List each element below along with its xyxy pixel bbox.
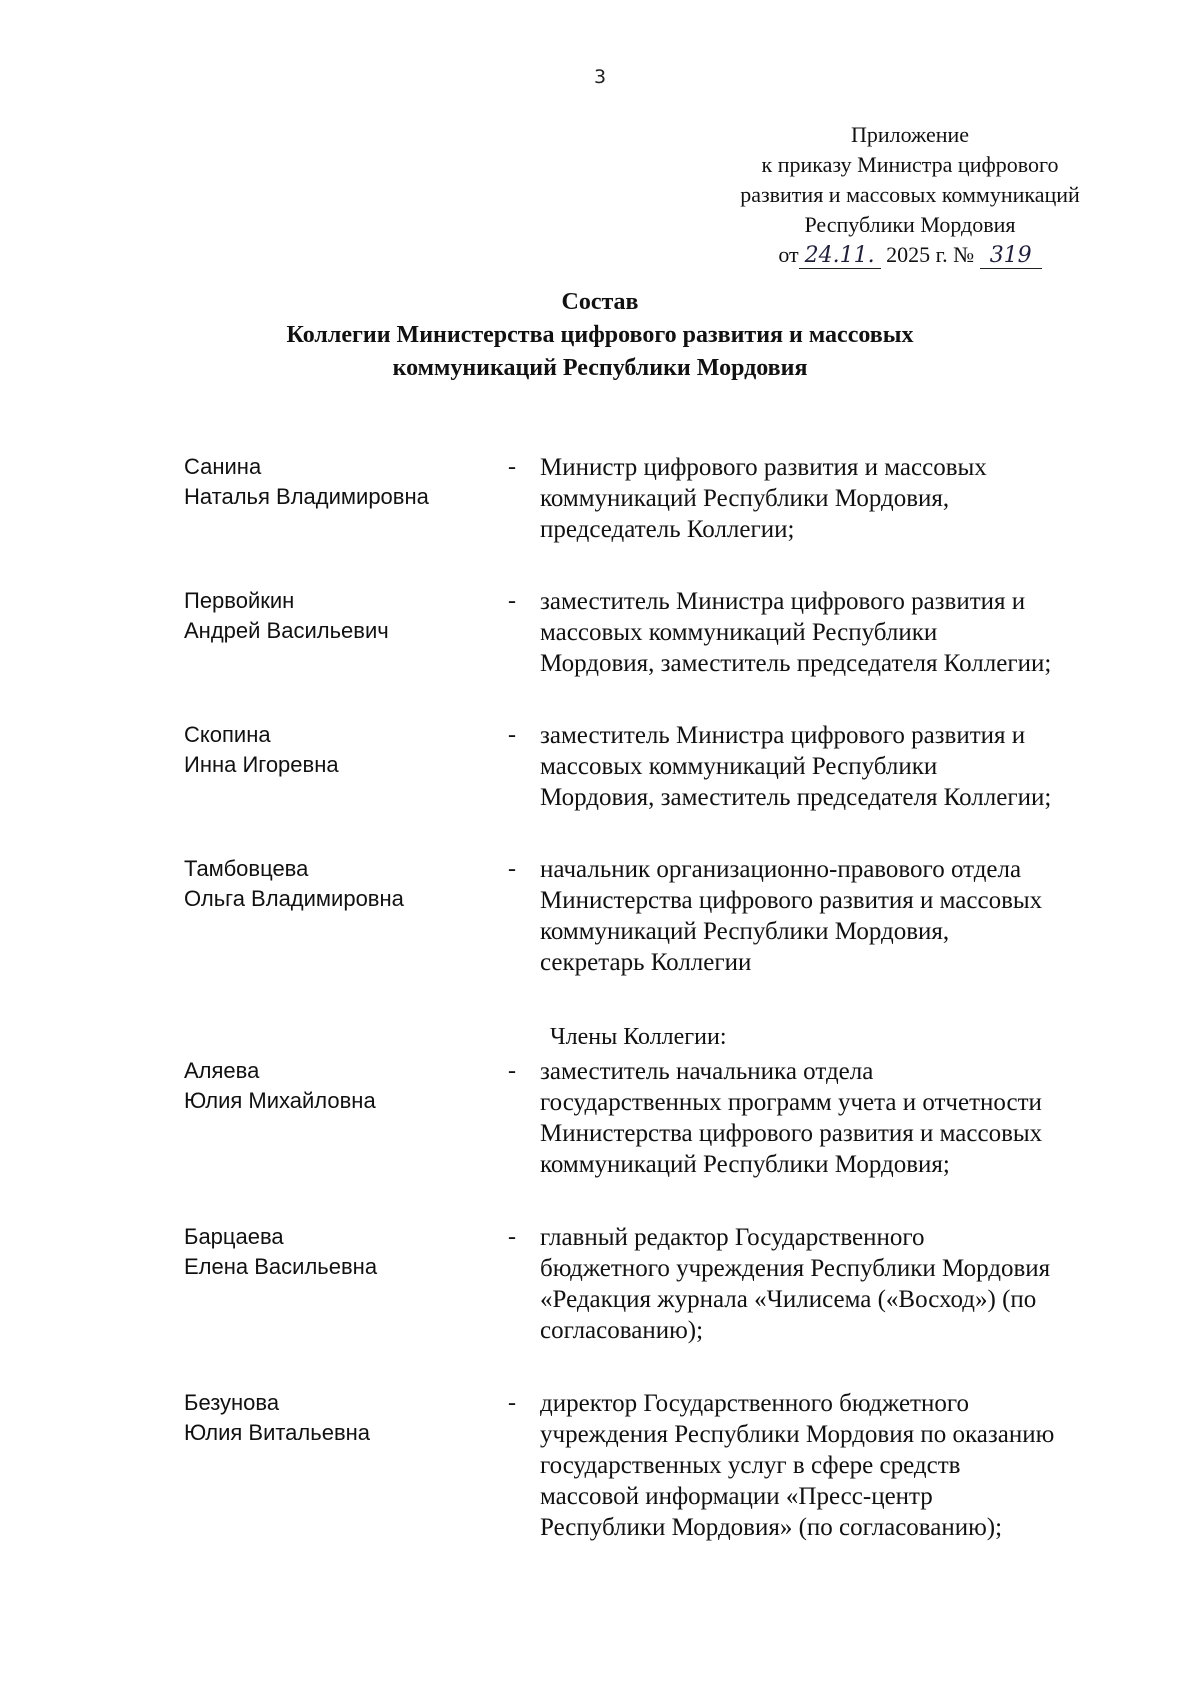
role-line: председатель Коллегии; bbox=[540, 516, 795, 543]
role-line: Республики Мордовия» (по согласованию); bbox=[540, 1514, 1003, 1541]
appendix-line: Республики Мордовия bbox=[804, 212, 1016, 237]
appendix-line: к приказу Министра цифрового bbox=[761, 152, 1059, 177]
dash-separator: - bbox=[508, 1058, 516, 1084]
role-line: учреждения Республики Мордовия по оказанию bbox=[540, 1421, 1055, 1448]
dash-separator: - bbox=[508, 856, 516, 882]
role-line: коммуникаций Республики Мордовия; bbox=[540, 1151, 950, 1178]
member-surname: Барцаева bbox=[184, 1224, 284, 1249]
title-line: Коллегии Министерства цифрового развития и массовых bbox=[286, 322, 914, 348]
role-line: массовых коммуникаций Республики bbox=[540, 619, 938, 646]
appendix-date-line bbox=[700, 240, 1120, 270]
title-line: Состав bbox=[561, 289, 639, 315]
appendix-line: Приложение bbox=[850, 122, 970, 147]
member-surname: Безунова bbox=[184, 1390, 280, 1415]
role-line: Министр цифрового развития и массовых bbox=[540, 454, 987, 481]
member-role bbox=[540, 1222, 1120, 1346]
role-line: заместитель начальника отдела bbox=[540, 1058, 874, 1085]
page-number: 3 bbox=[593, 66, 607, 88]
member-surname: Тамбовцева bbox=[184, 856, 309, 881]
member-given-name: Юлия Витальевна bbox=[184, 1420, 371, 1445]
member-name bbox=[184, 1056, 484, 1116]
member-name bbox=[184, 854, 484, 914]
member-role bbox=[540, 452, 1120, 545]
member-name bbox=[184, 1222, 484, 1282]
dash-separator: - bbox=[508, 588, 516, 614]
appendix-line: развития и массовых коммуникаций bbox=[740, 182, 1080, 207]
member-name bbox=[184, 1388, 484, 1448]
role-line: массовых коммуникаций Республики bbox=[540, 753, 938, 780]
role-line: заместитель Министра цифрового развития и bbox=[540, 722, 1026, 749]
role-line: согласованию); bbox=[540, 1317, 704, 1344]
member-name bbox=[184, 452, 484, 512]
member-role bbox=[540, 586, 1120, 679]
member-role bbox=[540, 1056, 1120, 1180]
role-line: государственных услуг в сфере средств bbox=[540, 1452, 961, 1479]
member-given-name: Елена Васильевна bbox=[184, 1254, 378, 1279]
member-surname: Аляева bbox=[184, 1058, 260, 1083]
role-line: коммуникаций Республики Мордовия, bbox=[540, 918, 950, 945]
role-line: Министерства цифрового развития и массовых bbox=[540, 1120, 1043, 1147]
role-line: массовой информации «Пресс-центр bbox=[540, 1483, 933, 1510]
member-role bbox=[540, 720, 1120, 813]
role-line: государственных программ учета и отчетности bbox=[540, 1089, 1042, 1116]
title-line: коммуникаций Республики Мордовия bbox=[392, 355, 808, 381]
member-given-name: Инна Игоревна bbox=[184, 752, 339, 777]
role-line: «Редакция журнала «Чилисема («Восход») (по bbox=[540, 1286, 1037, 1313]
role-line: Мордовия, заместитель председателя Коллегии; bbox=[540, 650, 1052, 677]
member-name bbox=[184, 586, 484, 646]
date-prefix: от bbox=[778, 242, 799, 267]
role-line: директор Государственного бюджетного bbox=[540, 1390, 969, 1417]
member-surname: Скопина bbox=[184, 722, 271, 747]
member-role bbox=[540, 1388, 1120, 1543]
dash-separator: - bbox=[508, 722, 516, 748]
member-given-name: Юлия Михайловна bbox=[184, 1088, 376, 1113]
appendix-block bbox=[700, 120, 1120, 270]
member-given-name: Андрей Васильевич bbox=[184, 618, 389, 643]
role-line: секретарь Коллегии bbox=[540, 949, 752, 976]
role-line: начальник организационно-правового отдела bbox=[540, 856, 1022, 883]
member-given-name: Ольга Владимировна bbox=[184, 886, 404, 911]
dash-separator: - bbox=[508, 1390, 516, 1416]
role-line: бюджетного учреждения Республики Мордовия bbox=[540, 1255, 1051, 1282]
role-line: заместитель Министра цифрового развития и bbox=[540, 588, 1026, 615]
document-title bbox=[0, 286, 1200, 385]
year-text: 2025 г. № bbox=[886, 242, 975, 267]
member-surname: Первойкин bbox=[184, 588, 295, 613]
dash-separator: - bbox=[508, 454, 516, 480]
handwritten-date: 24.11. bbox=[799, 244, 881, 269]
dash-separator: - bbox=[508, 1224, 516, 1250]
member-role bbox=[540, 854, 1120, 978]
role-line: Мордовия, заместитель председателя Коллегии; bbox=[540, 784, 1052, 811]
role-line: главный редактор Государственного bbox=[540, 1224, 925, 1251]
handwritten-order-number: 319 bbox=[980, 244, 1042, 269]
member-surname: Санина bbox=[184, 454, 262, 479]
member-name bbox=[184, 720, 484, 780]
role-line: коммуникаций Республики Мордовия, bbox=[540, 485, 950, 512]
member-given-name: Наталья Владимировна bbox=[184, 484, 429, 509]
members-heading: Члены Коллегии: bbox=[550, 1024, 727, 1050]
role-line: Министерства цифрового развития и массовых bbox=[540, 887, 1043, 914]
